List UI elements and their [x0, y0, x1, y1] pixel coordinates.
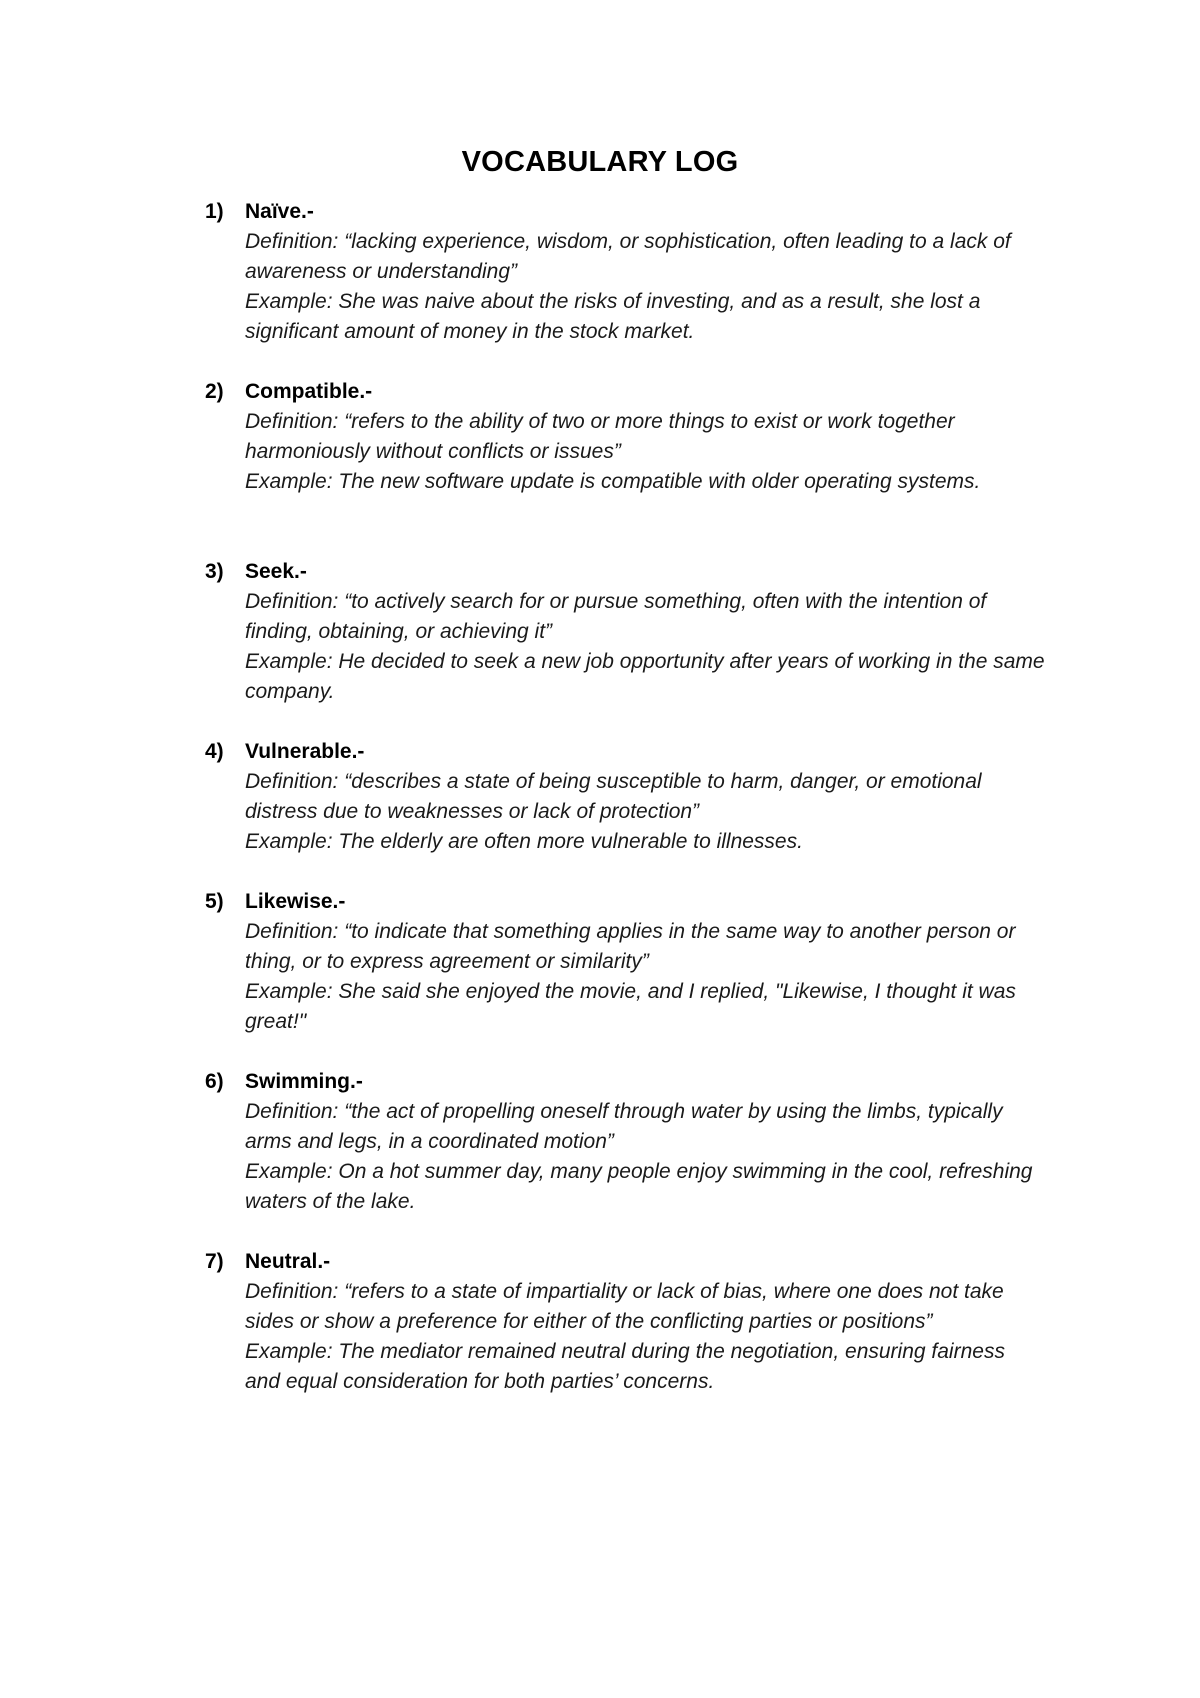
entry-definition: Definition: “refers to the ability of two or more things to exist or work together harmoniously without conflicts or issues”: [245, 410, 955, 463]
entry-body: [245, 1277, 1045, 1397]
entry-number: 6): [205, 1070, 224, 1093]
entry-term: Swimming.-: [245, 1070, 363, 1093]
entry-body: [245, 587, 1045, 707]
entry-body: [245, 407, 1045, 497]
entry-heading: [205, 737, 1045, 767]
entry-definition: Definition: “refers to a state of impartiality or lack of bias, where one does not take sides or show a preference for either of the conflicting parties or positions”: [245, 1280, 1004, 1333]
entry-example: Example: The mediator remained neutral during the negotiation, ensuring fairness and equal consideration for both parties’ concerns.: [245, 1340, 1005, 1393]
document-title: VOCABULARY LOG: [461, 146, 739, 178]
entry-heading: [205, 1247, 1045, 1277]
entry-example: Example: She said she enjoyed the movie, and I replied, "Likewise, I thought it was great!": [245, 980, 1016, 1033]
entry-body: [245, 227, 1045, 347]
entry-term: Likewise.-: [245, 890, 346, 913]
entry-example: Example: The elderly are often more vulnerable to illnesses.: [245, 830, 803, 853]
entry-definition: Definition: “to actively search for or pursue something, often with the intention of finding, obtaining, or achieving it”: [245, 590, 987, 643]
entry-definition: Definition: “lacking experience, wisdom, or sophistication, often leading to a lack of awareness or understanding”: [245, 230, 1011, 283]
entry-term: Compatible.-: [245, 380, 373, 403]
entry-body: [245, 917, 1045, 1037]
vocab-entry-4: [205, 737, 1045, 857]
entry-term: Vulnerable.-: [245, 740, 365, 763]
entry-heading: [205, 1067, 1045, 1097]
vocab-entry-1: [205, 197, 1045, 347]
entry-body: [245, 1097, 1045, 1217]
entry-number: 1): [205, 200, 224, 223]
entry-example: Example: The new software update is compatible with older operating systems.: [245, 470, 981, 493]
entry-definition: Definition: “the act of propelling oneself through water by using the limbs, typically arms and legs, in a coordinated motion”: [245, 1100, 1003, 1153]
entry-heading: [205, 377, 1045, 407]
vocab-entry-5: [205, 887, 1045, 1037]
entry-number: 7): [205, 1250, 224, 1273]
vocab-entry-7: [205, 1247, 1045, 1397]
entry-heading: [205, 887, 1045, 917]
entry-term: Naïve.-: [245, 200, 314, 223]
entry-heading: [205, 197, 1045, 227]
entry-number: 5): [205, 890, 224, 913]
entry-term: Neutral.-: [245, 1250, 331, 1273]
entry-term: Seek.-: [245, 560, 307, 583]
entry-definition: Definition: “describes a state of being susceptible to harm, danger, or emotional distress due to weaknesses or lack of protection”: [245, 770, 982, 823]
vocab-entry-6: [205, 1067, 1045, 1217]
entry-definition: Definition: “to indicate that something applies in the same way to another person or thing, or to express agreement or similarity”: [245, 920, 1016, 973]
entry-example: Example: On a hot summer day, many people enjoy swimming in the cool, refreshing waters of the lake.: [245, 1160, 1033, 1213]
entry-example: Example: He decided to seek a new job opportunity after years of working in the same company.: [245, 650, 1045, 703]
vocab-entry-3: [205, 557, 1045, 707]
entry-number: 2): [205, 380, 224, 403]
entry-heading: [205, 557, 1045, 587]
entry-example: Example: She was naive about the risks of investing, and as a result, she lost a significant amount of money in the stock market.: [245, 290, 981, 343]
vocab-entry-2: [205, 377, 1045, 497]
entry-body: [245, 767, 1045, 857]
entry-number: 4): [205, 740, 224, 763]
entry-number: 3): [205, 560, 224, 583]
